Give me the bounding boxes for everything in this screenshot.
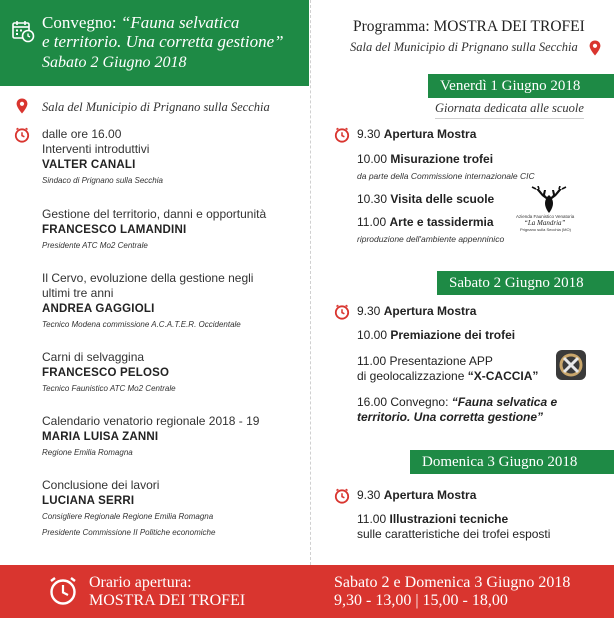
calendar-clock-icon (11, 19, 35, 43)
day-note: Giornata dedicata alle scuole (435, 101, 584, 119)
speaker-name: FRANCESCO LAMANDINI (42, 224, 187, 236)
clock-icon (334, 304, 350, 320)
speaker-block (42, 207, 304, 254)
speaker-block (42, 414, 304, 461)
conference-title-line2: e territorio. Una corretta gestione” (42, 32, 284, 51)
day-header-saturday: Sabato 2 Giugno 2018 (437, 271, 614, 295)
event-detail: riproduzione dell'ambiente appenninico (357, 234, 505, 244)
block-time: dalle ore 16.00 (42, 127, 122, 141)
event-item: territorio. Una corretta gestione” (357, 410, 544, 424)
x-caccia-app-icon (556, 350, 586, 380)
clock-icon (14, 127, 30, 143)
speaker-name: ANDREA GAGGIOLI (42, 303, 155, 315)
speaker-block (42, 271, 304, 333)
event-item: 11.00 Arte e tassidermia (357, 215, 494, 229)
event-item: 9.30 Apertura Mostra (357, 488, 477, 502)
la-mandria-logo: Azienda Faunistico Venatoria “La Mandria” Prignano sulla Secchia (MO) (514, 186, 580, 232)
speaker-role: Tecnico Faunistico ATC Mo2 Centrale (42, 384, 176, 393)
speaker-block (42, 127, 304, 189)
speaker-block (42, 478, 304, 541)
event-item: 10.00 Premiazione dei trofei (357, 328, 516, 342)
event-item: 9.30 Apertura Mostra (357, 127, 477, 141)
speaker-role: Tecnico Modena commissione A.C.A.T.E.R. Occidentale (42, 320, 241, 329)
speaker-role: Presidente Commissione II Politiche economiche (42, 528, 216, 537)
footer-dates: Sabato 2 e Domenica 3 Giugno 2018 (334, 574, 571, 591)
speaker-name: FRANCESCO PELOSO (42, 367, 170, 379)
program-title: Programma: MOSTRA DEI TROFEI (353, 18, 585, 35)
speaker-role: Presidente ATC Mo2 Centrale (42, 241, 148, 250)
event-item: 11.00 Illustrazioni tecniche (357, 512, 509, 526)
event-item: 10.00 Misurazione trofei (357, 152, 494, 166)
speaker-name: VALTER CANALI (42, 159, 136, 171)
footer-hours: 9,30 - 13,00 | 15,00 - 18,00 (334, 592, 508, 609)
day-header-sunday: Domenica 3 Giugno 2018 (410, 450, 614, 474)
block-topic: Conclusione dei lavori (42, 478, 160, 492)
block-topic: Il Cervo, evoluzione della gestione negli (42, 271, 254, 285)
conference-title-line1: Convegno: “Fauna selvatica (42, 13, 240, 32)
speaker-role: Consigliere Regionale Regione Emilia Romagna (42, 512, 214, 521)
footer-label: Orario apertura: (89, 574, 192, 591)
block-topic: Gestione del territorio, danni e opportunità (42, 207, 267, 221)
event-item: 16.00 Convegno: “Fauna selvatica e (357, 395, 558, 409)
clock-icon (334, 488, 350, 504)
event-item: 11.00 Presentazione APP (357, 354, 493, 368)
footer-exhibit: MOSTRA DEI TROFEI (89, 592, 246, 609)
location-pin-icon (16, 98, 28, 114)
alarm-clock-icon (47, 575, 79, 607)
location-pin-icon (589, 40, 601, 56)
block-topic: Carni di selvaggina (42, 350, 145, 364)
clock-icon (334, 127, 350, 143)
speaker-name: LUCIANA SERRI (42, 495, 135, 507)
block-topic: ultimi tre anni (42, 286, 114, 300)
conference-header (0, 0, 309, 86)
conference-date: Sabato 2 Giugno 2018 (42, 54, 187, 71)
opening-hours-footer (0, 565, 614, 618)
event-item: di geolocalizzazione “X-CACCIA” (357, 369, 539, 383)
deer-head-icon (524, 186, 574, 214)
event-detail: da parte della Commissione internazionale CIC (357, 171, 535, 181)
event-item: 10.30 Visita delle scuole (357, 192, 495, 206)
speaker-role: Sindaco di Prignano sulla Secchia (42, 176, 163, 185)
block-topic: Interventi introduttivi (42, 142, 150, 156)
block-topic: Calendario venatorio regionale 2018 - 19 (42, 414, 260, 428)
program-venue: Sala del Municipio di Prignano sulla Secchia (350, 40, 578, 54)
speaker-block (42, 350, 304, 397)
event-item: sulle caratteristiche dei trofei esposti (357, 527, 551, 541)
speaker-role: Regione Emilia Romagna (42, 448, 133, 457)
event-item: 9.30 Apertura Mostra (357, 304, 477, 318)
column-divider (310, 0, 311, 565)
day-header-friday: Venerdì 1 Giugno 2018 (428, 74, 614, 98)
speaker-name: MARIA LUISA ZANNI (42, 431, 159, 443)
conference-venue: Sala del Municipio di Prignano sulla Secchia (42, 100, 270, 114)
